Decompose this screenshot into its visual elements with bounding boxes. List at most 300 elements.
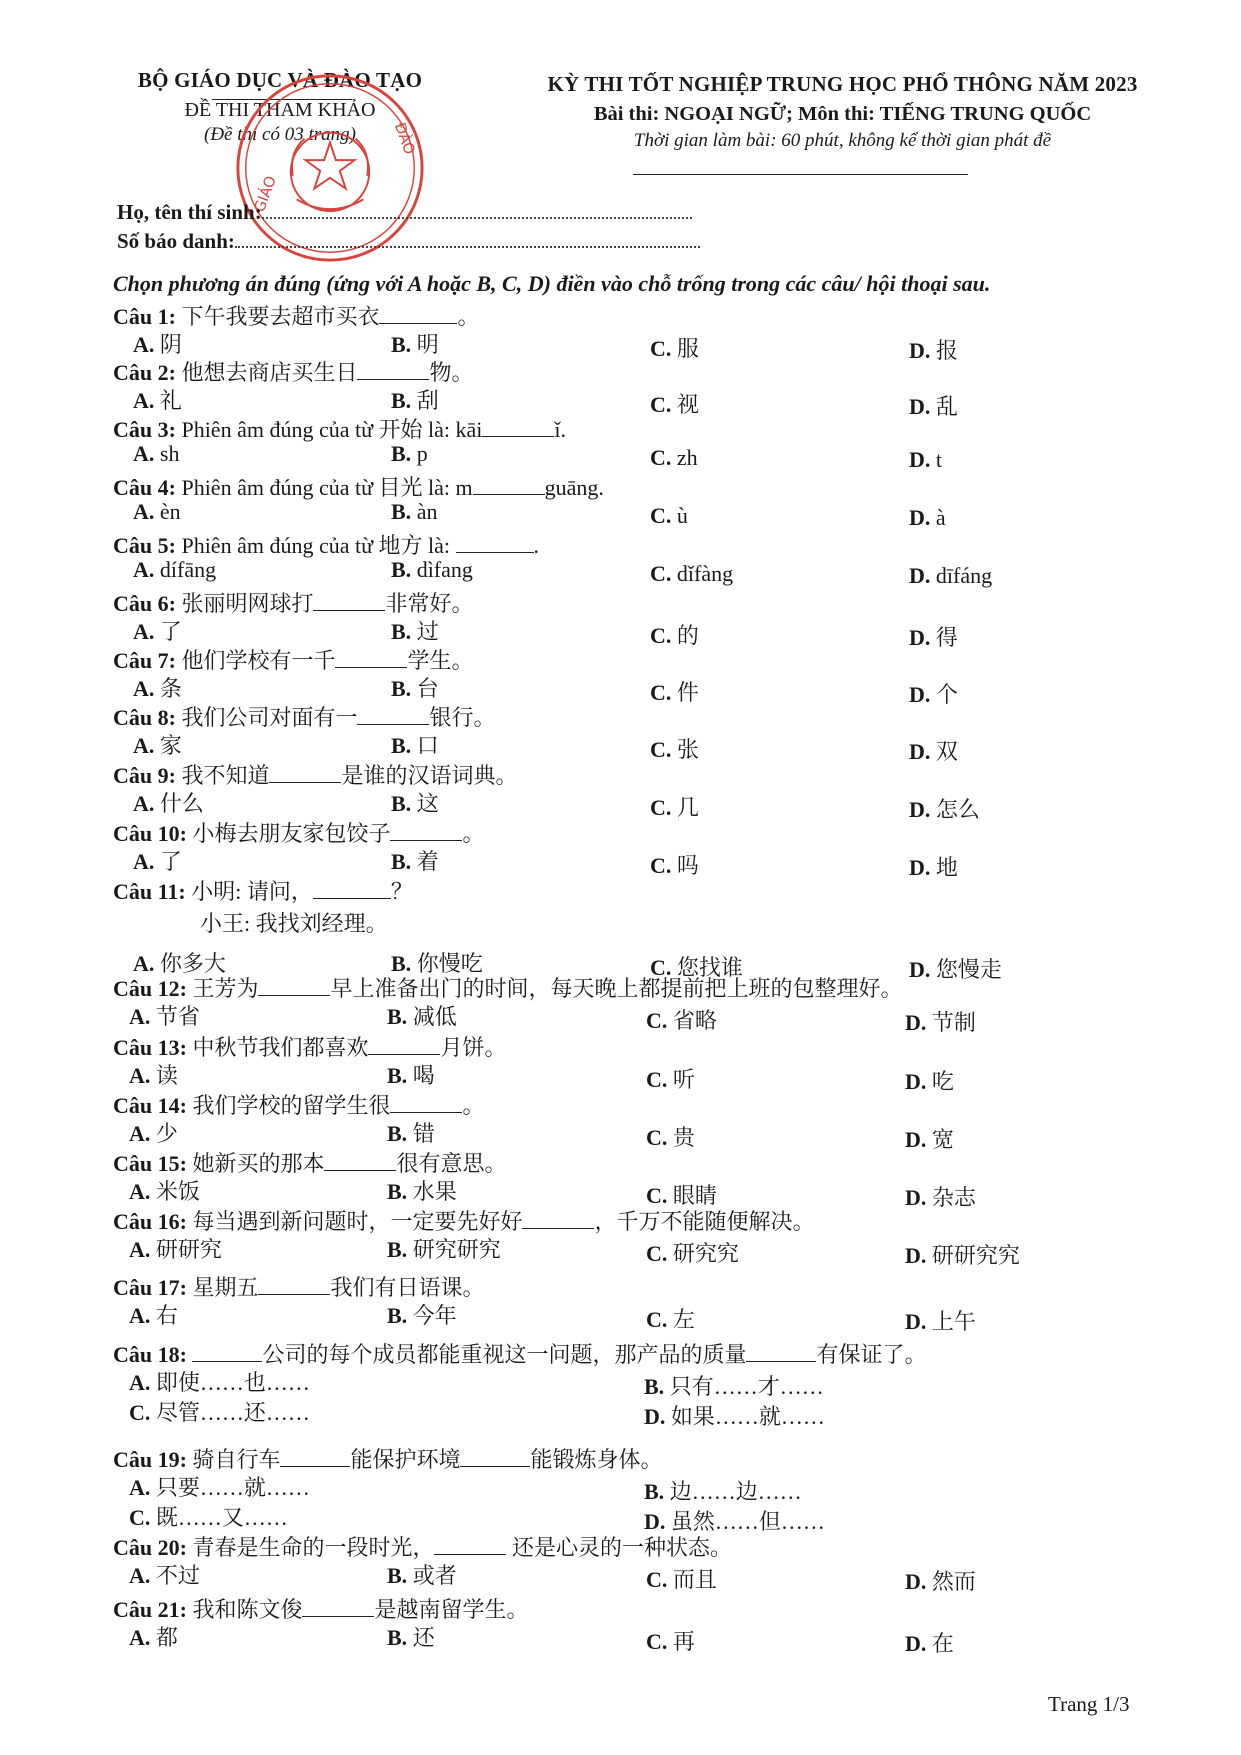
option-a[interactable] <box>129 1559 200 1590</box>
answer-blank[interactable] <box>522 1210 594 1229</box>
option-letter: A. <box>129 1563 151 1588</box>
question-text: 他想去商店买生日 <box>181 360 358 385</box>
question-12 <box>113 972 902 1003</box>
option-letter: C. <box>650 680 672 705</box>
option-letter: D. <box>905 1309 927 1334</box>
option-b[interactable] <box>391 845 439 876</box>
option-letter: A. <box>133 557 155 582</box>
option-text: ù <box>671 503 688 528</box>
option-text: 礼 <box>154 388 182 413</box>
question-text: Phiên âm đúng của từ 目光 là: m <box>181 475 473 500</box>
question-13 <box>113 1031 506 1062</box>
question-text: 能锻炼身体。 <box>530 1447 663 1472</box>
option-text: 只有……才…… <box>664 1374 824 1399</box>
option-text: 减低 <box>407 1004 457 1029</box>
option-letter: B. <box>387 1179 408 1204</box>
option-a[interactable] <box>133 441 179 467</box>
svg-text:ĐÀO: ĐÀO <box>390 120 419 157</box>
option-text: 你多大 <box>154 951 226 976</box>
option-letter: A. <box>133 676 155 701</box>
option-letter: B. <box>391 951 412 976</box>
question-text: 我们有日语课。 <box>330 1275 485 1300</box>
option-b[interactable] <box>391 328 439 359</box>
option-text: 宽 <box>926 1127 954 1152</box>
option-a[interactable] <box>133 499 181 525</box>
option-letter: C. <box>650 336 672 361</box>
option-letter: A. <box>133 499 155 524</box>
candidate-name-field[interactable] <box>262 203 692 219</box>
answer-blank[interactable] <box>313 880 391 899</box>
option-text: sh <box>154 441 180 466</box>
option-d[interactable] <box>909 505 946 531</box>
answer-blank[interactable] <box>456 534 534 553</box>
question-text: 很有意思。 <box>396 1151 507 1176</box>
option-text: t <box>930 447 943 472</box>
option-a[interactable] <box>129 1117 178 1148</box>
option-a[interactable] <box>133 384 182 415</box>
option-text: 口 <box>411 733 439 758</box>
option-c[interactable] <box>650 445 698 471</box>
option-text: 地 <box>930 855 958 880</box>
option-text: 怎么 <box>930 797 980 822</box>
option-text: 今年 <box>407 1303 457 1328</box>
question-text: 他们学校有一千 <box>181 648 336 673</box>
option-text: 你慢吃 <box>411 951 483 976</box>
question-text: 我不知道 <box>181 763 270 788</box>
option-c[interactable] <box>646 1303 695 1334</box>
option-text: 然而 <box>926 1569 976 1594</box>
option-text: 台 <box>411 676 439 701</box>
option-text: 张 <box>671 737 699 762</box>
option-a[interactable] <box>133 845 182 876</box>
answer-blank[interactable] <box>313 592 385 611</box>
question-label: Câu 7: <box>113 648 182 673</box>
option-d[interactable] <box>905 1627 954 1658</box>
option-a[interactable] <box>133 328 182 359</box>
question-label: Câu 18: <box>113 1342 193 1367</box>
option-b[interactable] <box>644 1370 824 1401</box>
option-d[interactable] <box>905 1123 954 1154</box>
answer-blank[interactable] <box>482 418 554 437</box>
option-text: 报 <box>930 338 958 363</box>
option-text: 研研究究 <box>926 1243 1020 1268</box>
option-letter: C. <box>129 1505 151 1530</box>
option-c[interactable] <box>646 1625 695 1656</box>
option-c[interactable] <box>650 619 699 650</box>
question-label: Câu 15: <box>113 1151 193 1176</box>
question-label: Câu 11: <box>113 879 192 904</box>
option-text: 过 <box>411 619 439 644</box>
option-c[interactable] <box>650 561 733 587</box>
option-c[interactable] <box>646 1563 717 1594</box>
option-a[interactable] <box>129 1059 178 1090</box>
option-letter: D. <box>905 1569 927 1594</box>
question-text: 我和陈文俊 <box>192 1597 303 1622</box>
option-text: 刮 <box>411 388 439 413</box>
question-label: Câu 13: <box>113 1035 193 1060</box>
question-6 <box>113 587 473 618</box>
question-5 <box>113 529 539 560</box>
option-text: dífāng <box>154 557 217 582</box>
answer-blank[interactable] <box>192 1343 262 1362</box>
answer-blank[interactable] <box>258 977 330 996</box>
option-c[interactable] <box>650 849 699 880</box>
option-b[interactable] <box>391 557 473 583</box>
question-label: Câu 20: <box>113 1535 193 1560</box>
option-d[interactable] <box>909 735 958 766</box>
option-letter: C. <box>650 795 672 820</box>
option-text: 既……又…… <box>150 1505 288 1530</box>
option-letter: C. <box>650 853 672 878</box>
option-c[interactable] <box>646 1237 739 1268</box>
question-19 <box>113 1443 663 1474</box>
option-letter: D. <box>909 739 931 764</box>
option-text: à <box>930 505 946 530</box>
option-text: 或者 <box>407 1563 457 1588</box>
option-text: dìfang <box>411 557 473 582</box>
option-text: èn <box>154 499 181 524</box>
option-letter: C. <box>646 1307 668 1332</box>
answer-blank[interactable] <box>390 1094 462 1113</box>
option-letter: A. <box>133 441 155 466</box>
option-letter: D. <box>909 625 931 650</box>
question-text: 是谁的汉语词典。 <box>341 763 518 788</box>
answer-blank[interactable] <box>302 1598 374 1617</box>
question-11 <box>113 875 413 906</box>
option-a[interactable] <box>133 729 182 760</box>
instruction: Chọn phương án đúng (ứng với A hoặc B, C, D) điền vào chỗ trống trong các câu/ hội thoại sau. <box>113 271 991 296</box>
header-right <box>470 72 1215 152</box>
ministry-name: BỘ GIÁO DỤC VÀ ĐÀO TẠO <box>137 68 423 92</box>
option-a[interactable] <box>129 1471 310 1502</box>
option-letter: D. <box>905 1127 927 1152</box>
option-a[interactable] <box>129 1175 200 1206</box>
option-d[interactable] <box>905 1305 976 1336</box>
option-c[interactable] <box>650 791 699 822</box>
answer-blank[interactable] <box>335 649 407 668</box>
option-b[interactable] <box>391 615 439 646</box>
option-text: 只要……就…… <box>150 1475 310 1500</box>
question-label: Câu 17: <box>113 1275 193 1300</box>
svg-text:GIÁO: GIÁO <box>251 173 280 215</box>
option-letter: B. <box>644 1374 665 1399</box>
option-text: 吃 <box>926 1069 954 1094</box>
answer-blank[interactable] <box>258 1276 330 1295</box>
question-text: 骑自行车 <box>192 1447 281 1472</box>
option-d[interactable] <box>905 1181 976 1212</box>
option-letter: D. <box>909 855 931 880</box>
question-text: 月饼。 <box>440 1035 507 1060</box>
option-b[interactable] <box>391 384 439 415</box>
question-text: 。 <box>462 821 485 846</box>
option-letter: D. <box>909 338 931 363</box>
answer-blank[interactable] <box>357 361 429 380</box>
answer-blank[interactable] <box>390 822 462 841</box>
option-text: 什么 <box>154 791 204 816</box>
question-text: ǐ. <box>554 417 566 442</box>
option-letter: A. <box>129 1625 151 1650</box>
option-text: 研究研究 <box>407 1237 501 1262</box>
option-letter: B. <box>391 499 412 524</box>
question-label: Câu 1: <box>113 304 182 329</box>
option-d[interactable] <box>909 678 958 709</box>
option-text: 尽管……还…… <box>150 1400 310 1425</box>
option-d[interactable] <box>909 447 942 473</box>
option-text: 米饭 <box>150 1179 200 1204</box>
option-text: 的 <box>671 623 699 648</box>
option-d[interactable] <box>905 1565 976 1596</box>
option-c[interactable] <box>646 1121 695 1152</box>
option-letter: A. <box>129 1237 151 1262</box>
option-c[interactable] <box>650 388 699 419</box>
question-text: 小梅去朋友家包饺子 <box>192 821 391 846</box>
option-c[interactable] <box>650 332 699 363</box>
question-17 <box>113 1271 484 1302</box>
option-b[interactable] <box>387 1233 501 1264</box>
option-letter: C. <box>646 1183 668 1208</box>
option-d[interactable] <box>909 563 992 589</box>
option-text: 家 <box>154 733 182 758</box>
option-a[interactable] <box>133 787 204 818</box>
option-text: 即使……也…… <box>150 1370 310 1395</box>
question-text: ？ <box>390 879 413 904</box>
question-text: ，千万不能随便解决。 <box>594 1209 815 1234</box>
option-c[interactable] <box>650 503 688 529</box>
option-letter: B. <box>387 1063 408 1088</box>
question-text: 青春是生命的一段时光， <box>192 1535 435 1560</box>
option-a[interactable] <box>129 1299 178 1330</box>
option-text: 个 <box>930 682 958 707</box>
option-b[interactable] <box>391 499 437 525</box>
option-letter: A. <box>133 332 155 357</box>
option-text: zh <box>671 445 698 470</box>
option-letter: A. <box>133 849 155 874</box>
option-text: 乱 <box>930 394 958 419</box>
option-letter: C. <box>650 737 672 762</box>
option-a[interactable] <box>133 672 182 703</box>
option-letter: C. <box>646 1125 668 1150</box>
option-b[interactable] <box>387 1059 435 1090</box>
option-a[interactable] <box>133 557 216 583</box>
option-letter: B. <box>391 619 412 644</box>
question-8 <box>113 701 495 732</box>
option-b[interactable] <box>644 1475 802 1506</box>
question-label: Câu 21: <box>113 1597 193 1622</box>
option-a[interactable] <box>133 615 182 646</box>
option-text: 不过 <box>150 1563 200 1588</box>
candidate-id-label: Số báo danh: <box>117 229 235 253</box>
option-letter: B. <box>391 849 412 874</box>
option-text: 着 <box>411 849 439 874</box>
option-b[interactable] <box>387 1175 457 1206</box>
option-d[interactable] <box>909 334 958 365</box>
option-text: 左 <box>667 1307 695 1332</box>
option-d[interactable] <box>644 1400 825 1431</box>
option-text: 这 <box>411 791 439 816</box>
answer-blank[interactable] <box>280 1448 350 1467</box>
option-letter: A. <box>129 1004 151 1029</box>
question-text: 物。 <box>429 360 474 385</box>
option-b[interactable] <box>391 787 439 818</box>
option-text: 读 <box>150 1063 178 1088</box>
option-d[interactable] <box>909 953 1002 984</box>
question-text: 公司的每个成员都能重视这一问题，那产品的质量 <box>262 1342 747 1367</box>
option-letter: C. <box>650 955 672 980</box>
option-letter: D. <box>905 1631 927 1656</box>
option-letter: C. <box>646 1241 668 1266</box>
option-text: 再 <box>667 1629 695 1654</box>
answer-blank[interactable] <box>269 764 341 783</box>
option-letter: A. <box>133 733 155 758</box>
answer-blank[interactable] <box>324 1152 396 1171</box>
option-c[interactable] <box>646 1063 695 1094</box>
option-d[interactable] <box>909 793 980 824</box>
question-15 <box>113 1147 506 1178</box>
option-letter: C. <box>650 392 672 417</box>
option-b[interactable] <box>387 1000 457 1031</box>
option-text: 杂志 <box>926 1185 976 1210</box>
option-letter: D. <box>905 1010 927 1035</box>
option-letter: D. <box>909 563 931 588</box>
option-text: 吗 <box>671 853 699 878</box>
option-letter: B. <box>387 1625 408 1650</box>
option-letter: B. <box>391 332 412 357</box>
question-14 <box>113 1089 484 1120</box>
option-text: 明 <box>411 332 439 357</box>
option-letter: D. <box>909 447 931 472</box>
option-text: 省略 <box>667 1008 717 1033</box>
option-text: 还 <box>407 1625 435 1650</box>
answer-blank[interactable] <box>368 1036 440 1055</box>
option-b[interactable] <box>391 441 428 467</box>
answer-blank[interactable] <box>357 706 429 725</box>
question-1 <box>113 300 479 331</box>
exam-time-note: Thời gian làm bài: 60 phút, không kể thời gian phát đề <box>633 130 1052 151</box>
question-text: 下午我要去超市买衣 <box>181 304 380 329</box>
option-text: 上午 <box>926 1309 976 1334</box>
answer-blank[interactable] <box>473 476 545 495</box>
option-text: 您慢走 <box>930 957 1002 982</box>
option-b[interactable] <box>391 729 439 760</box>
option-text: 服 <box>671 336 699 361</box>
question-label: Câu 8: <box>113 705 182 730</box>
question-label: Câu 9: <box>113 763 182 788</box>
option-d[interactable] <box>909 621 958 652</box>
option-text: 听 <box>667 1067 695 1092</box>
option-b[interactable] <box>387 1299 457 1330</box>
option-letter: B. <box>391 676 412 701</box>
exam-subject: Bài thi: NGOẠI NGỮ; Môn thi: TIẾNG TRUNG QUỐC <box>593 103 1092 125</box>
option-d[interactable] <box>905 1006 976 1037</box>
option-a[interactable] <box>129 1366 310 1397</box>
option-text: dǐfàng <box>671 561 734 586</box>
question-text: 星期五 <box>192 1275 259 1300</box>
option-c[interactable] <box>650 676 699 707</box>
question-text: 她新买的那本 <box>192 1151 325 1176</box>
question-18 <box>113 1338 926 1369</box>
option-letter: C. <box>646 1567 668 1592</box>
option-d[interactable] <box>905 1065 954 1096</box>
question-text: 早上准备出门的时间，每天晚上都提前把上班的包整理好。 <box>330 976 903 1001</box>
option-a[interactable] <box>129 1621 178 1652</box>
question-text: 每当遇到新问题时，一定要先好好 <box>192 1209 523 1234</box>
option-letter: C. <box>646 1008 668 1033</box>
answer-blank[interactable] <box>379 305 457 324</box>
question-text: guāng. <box>544 475 604 500</box>
answer-blank[interactable] <box>746 1343 816 1362</box>
option-text: 节制 <box>926 1010 976 1035</box>
option-d[interactable] <box>909 390 958 421</box>
answer-blank[interactable] <box>434 1536 506 1555</box>
option-letter: B. <box>391 557 412 582</box>
option-b[interactable] <box>387 1117 435 1148</box>
option-letter: A. <box>129 1179 151 1204</box>
question-label: Câu 3: <box>113 417 182 442</box>
option-letter: B. <box>391 733 412 758</box>
option-letter: C. <box>650 503 672 528</box>
option-c[interactable] <box>129 1501 288 1532</box>
option-text: 贵 <box>667 1125 695 1150</box>
option-letter: B. <box>391 791 412 816</box>
option-text: 眼睛 <box>667 1183 717 1208</box>
option-letter: B. <box>391 441 412 466</box>
option-letter: D. <box>644 1509 666 1534</box>
option-a[interactable] <box>129 1233 222 1264</box>
question-text: 有保证了。 <box>816 1342 927 1367</box>
option-b[interactable] <box>391 672 439 703</box>
option-d[interactable] <box>909 851 958 882</box>
option-d[interactable] <box>905 1239 1020 1270</box>
option-text: 得 <box>930 625 958 650</box>
question-text: Phiên âm đúng của từ 开始 là: kāi <box>181 417 483 442</box>
option-letter: A. <box>129 1303 151 1328</box>
option-text: 几 <box>671 795 699 820</box>
option-b[interactable] <box>387 1559 457 1590</box>
option-text: àn <box>411 499 438 524</box>
option-letter: D. <box>909 394 931 419</box>
question-text: Phiên âm đúng của từ 地方 là: <box>181 533 456 558</box>
question-21 <box>113 1593 528 1624</box>
option-c[interactable] <box>650 733 699 764</box>
question-text: 。 <box>462 1093 485 1118</box>
option-c[interactable] <box>129 1396 310 1427</box>
question-text: 非常好。 <box>385 591 474 616</box>
question-text: 王芳为 <box>192 976 259 1001</box>
option-text: 研究究 <box>667 1241 739 1266</box>
option-letter: A. <box>133 388 155 413</box>
option-letter: D. <box>909 957 931 982</box>
question-label: Câu 10: <box>113 821 193 846</box>
option-letter: D. <box>909 797 931 822</box>
option-text: 都 <box>150 1625 178 1650</box>
option-b[interactable] <box>387 1621 435 1652</box>
option-letter: B. <box>387 1237 408 1262</box>
option-c[interactable] <box>646 1004 717 1035</box>
answer-blank[interactable] <box>460 1448 530 1467</box>
candidate-id-field[interactable] <box>235 232 700 248</box>
option-letter: D. <box>905 1069 927 1094</box>
question-7 <box>113 644 473 675</box>
option-text: dīfáng <box>930 563 993 588</box>
question-4 <box>113 471 604 502</box>
question-label: Câu 6: <box>113 591 182 616</box>
option-text: 了 <box>154 849 182 874</box>
option-a[interactable] <box>129 1000 200 1031</box>
question-label: Câu 2: <box>113 360 182 385</box>
question-10 <box>113 817 484 848</box>
option-letter: B. <box>387 1004 408 1029</box>
option-text: 条 <box>154 676 182 701</box>
